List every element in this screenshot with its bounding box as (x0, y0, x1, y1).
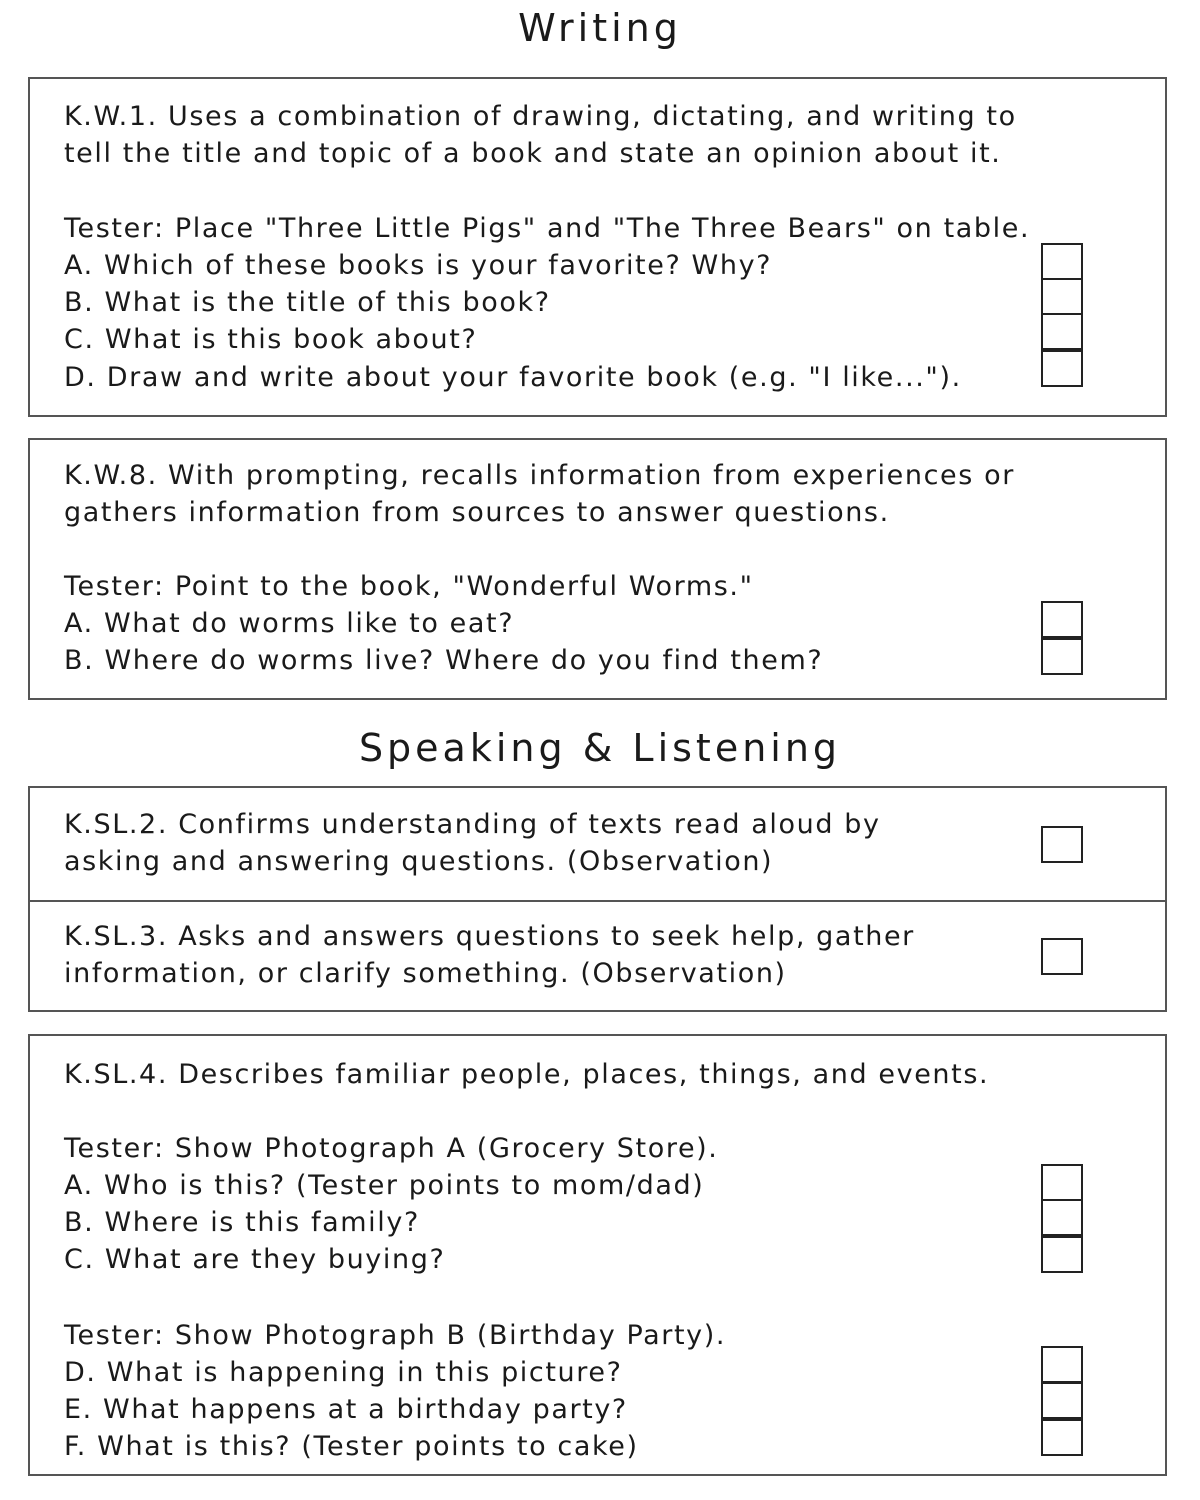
ksl4-question-d: D. What is happening in this picture? (64, 1357, 623, 1388)
standard-box-kw8 (28, 438, 1167, 700)
kw1-standard-line-2: tell the title and topic of a book and state an opinion about it. (64, 138, 1002, 169)
ksl4-checkbox-e[interactable] (1041, 1382, 1083, 1419)
ksl2-checkbox[interactable] (1041, 826, 1083, 863)
ksl4-checkbox-d[interactable] (1041, 1346, 1083, 1383)
ksl4-question-a: A. Who is this? (Tester points to mom/dad) (64, 1170, 705, 1201)
kw1-question-b: B. What is the title of this book? (64, 287, 551, 318)
kw8-checkbox-a[interactable] (1041, 601, 1083, 638)
kw1-checkbox-a[interactable] (1041, 243, 1083, 280)
ksl4-checkbox-b[interactable] (1041, 1199, 1083, 1236)
standard-box-ksl4 (28, 1034, 1167, 1476)
kw8-checkbox-b[interactable] (1041, 638, 1083, 675)
ksl4-question-c: C. What are they buying? (64, 1244, 446, 1275)
kw1-checkbox-b[interactable] (1041, 278, 1083, 315)
ksl4-checkbox-c[interactable] (1041, 1236, 1083, 1273)
ksl4-tester-instruction-a: Tester: Show Photograph A (Grocery Store). (64, 1133, 719, 1164)
kw1-question-a: A. Which of these books is your favorite? Why? (64, 250, 773, 281)
ksl2-standard-line-1: K.SL.2. Confirms understanding of texts read aloud by (64, 809, 881, 840)
kw1-standard-line-1: K.W.1. Uses a combination of drawing, dictating, and writing to (64, 101, 1017, 132)
kw8-tester-instruction: Tester: Point to the book, "Wonderful Worms." (64, 571, 754, 602)
kw1-checkbox-c[interactable] (1041, 313, 1083, 350)
ksl3-standard-line-2: information, or clarify something. (Observation) (64, 958, 787, 989)
ksl4-standard: K.SL.4. Describes familiar people, places, things, and events. (64, 1059, 990, 1090)
ksl4-checkbox-f[interactable] (1041, 1419, 1083, 1456)
kw1-question-d: D. Draw and write about your favorite book (e.g. "I like..."). (64, 362, 962, 393)
ksl4-checkbox-a[interactable] (1041, 1164, 1083, 1201)
writing-heading: Writing (518, 6, 682, 50)
ksl3-standard-line-1: K.SL.3. Asks and answers questions to seek help, gather (64, 921, 915, 952)
kw8-standard-line-2: gathers information from sources to answer questions. (64, 497, 890, 528)
kw1-checkbox-d[interactable] (1041, 350, 1083, 387)
kw1-tester-instruction: Tester: Place "Three Little Pigs" and "The Three Bears" on table. (64, 213, 1031, 244)
ksl2-standard-line-2: asking and answering questions. (Observation) (64, 846, 774, 877)
kw1-question-c: C. What is this book about? (64, 324, 478, 355)
ksl4-tester-instruction-b: Tester: Show Photograph B (Birthday Party). (64, 1320, 727, 1351)
speaking-listening-heading: Speaking & Listening (358, 726, 842, 770)
standard-box-ksl2-ksl3 (28, 786, 1167, 1012)
ksl4-question-f: F. What is this? (Tester points to cake) (64, 1431, 639, 1462)
ksl4-question-b: B. Where is this family? (64, 1207, 420, 1238)
row-divider (30, 900, 1165, 902)
kw8-standard-line-1: K.W.8. With prompting, recalls information from experiences or (64, 460, 1015, 491)
standard-box-kw1 (28, 77, 1167, 417)
ksl4-question-e: E. What happens at a birthday party? (64, 1394, 628, 1425)
kw8-question-a: A. What do worms like to eat? (64, 608, 515, 639)
ksl3-checkbox[interactable] (1041, 938, 1083, 975)
kw8-question-b: B. Where do worms live? Where do you find them? (64, 645, 824, 676)
